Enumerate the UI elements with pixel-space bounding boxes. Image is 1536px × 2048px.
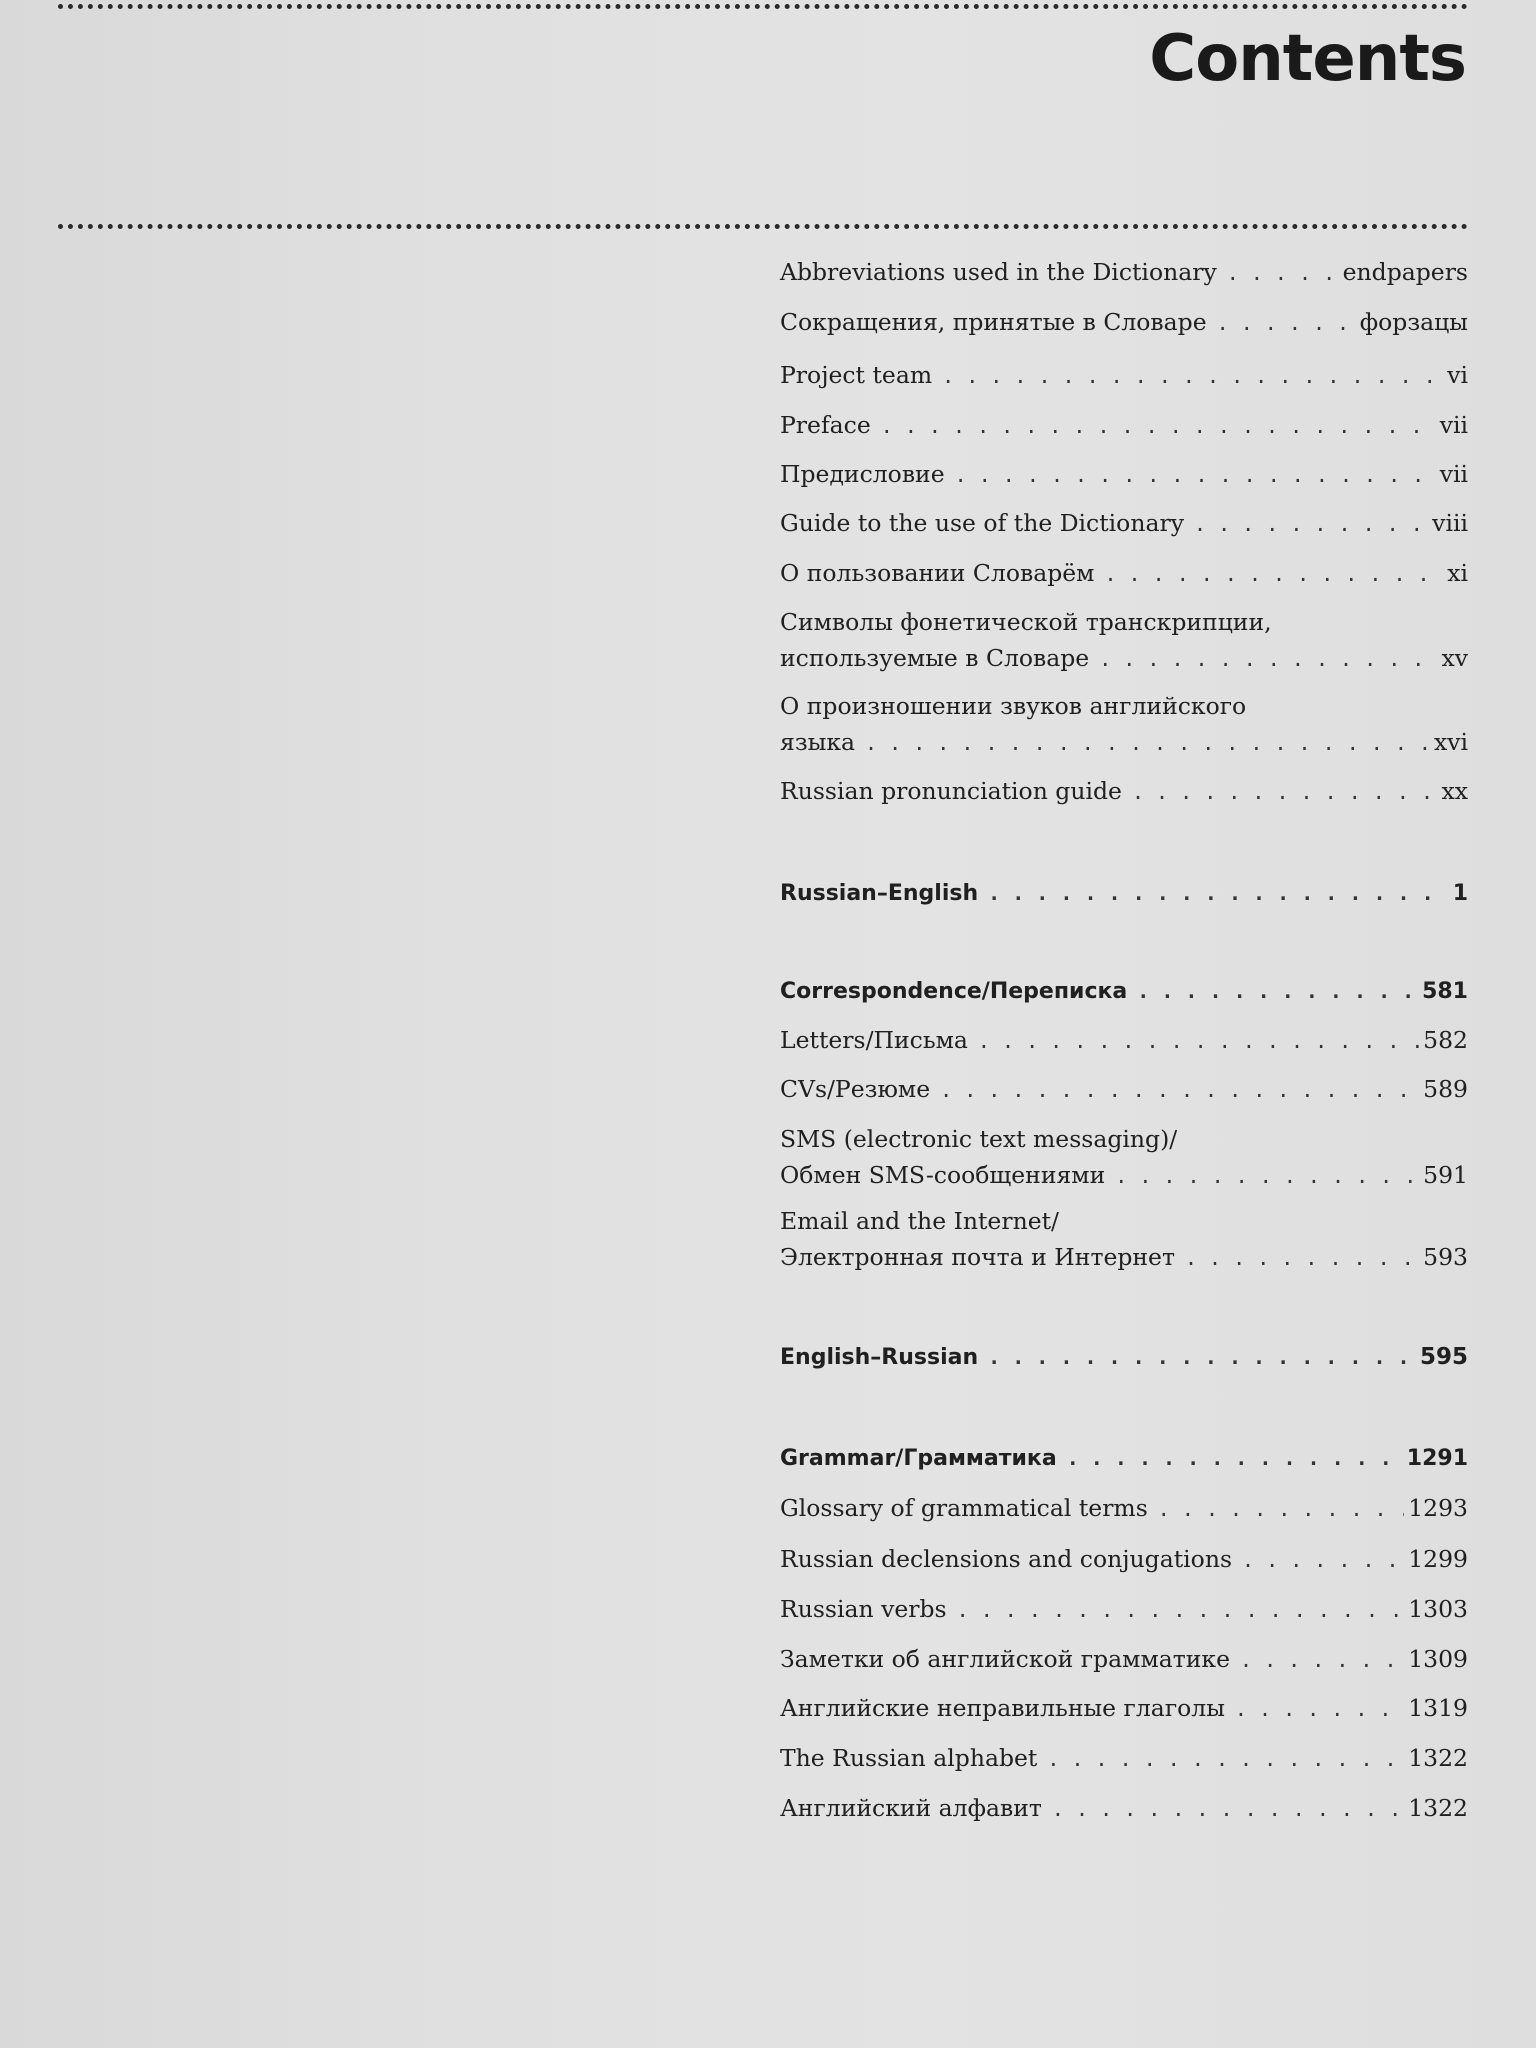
toc-entry — [780, 555, 1468, 592]
dot-leader — [988, 875, 1449, 911]
toc-entry-label: используемые в Словаре — [780, 644, 1090, 672]
toc-entry — [780, 1541, 1468, 1578]
dot-leader — [1132, 774, 1438, 810]
toc-entry — [780, 456, 1468, 493]
toc-entry-label-line1: SMS (electronic text messaging)/ — [780, 1125, 1178, 1153]
toc-entry-label: Preface — [780, 411, 871, 439]
toc-entry-page: 593 — [1423, 1243, 1468, 1271]
toc-entry — [780, 688, 1468, 761]
toc-entry-label: Russian pronunciation guide — [780, 777, 1122, 805]
toc-section-page: 1291 — [1406, 1446, 1468, 1471]
toc-entry-label: Электронная почта и Интернет — [780, 1243, 1175, 1271]
dot-leader — [1099, 641, 1437, 677]
dot-leader — [865, 725, 1430, 761]
toc-entry — [780, 773, 1468, 810]
dot-leader — [978, 1023, 1419, 1059]
dot-leader — [1047, 1741, 1404, 1777]
toc-entry-label: Guide to the use of the Dictionary — [780, 509, 1184, 537]
toc-entry — [780, 1641, 1468, 1678]
dot-leader — [940, 1072, 1419, 1108]
dot-leader — [1242, 1542, 1404, 1578]
dot-leader — [957, 1592, 1405, 1628]
dot-leader — [1227, 255, 1339, 291]
dot-leader — [942, 358, 1443, 394]
toc-entry-page: 1293 — [1408, 1494, 1468, 1522]
toc-entry-label: Abbreviations used in the Dictionary — [780, 258, 1217, 286]
toc-entry — [780, 604, 1468, 677]
toc-entry — [780, 1591, 1468, 1628]
top-dotted-rule — [58, 4, 1468, 9]
toc-entry-label: Russian verbs — [780, 1595, 947, 1623]
toc-entry-page: vi — [1447, 361, 1468, 389]
toc-entry-page: 1319 — [1408, 1694, 1468, 1722]
toc-entry-label: CVs/Резюме — [780, 1075, 931, 1103]
toc-entry-label: The Russian alphabet — [780, 1744, 1038, 1772]
toc-entry-label: Project team — [780, 361, 933, 389]
toc-entry — [780, 1022, 1468, 1059]
toc-section-label: Russian–English — [780, 881, 979, 906]
dot-leader — [988, 1339, 1416, 1375]
toc-entry-page: vii — [1439, 460, 1468, 488]
dot-leader — [881, 408, 1436, 444]
toc-entry — [780, 505, 1468, 542]
toc-entry-label: Английские неправильные глаголы — [780, 1694, 1225, 1722]
toc-entry — [780, 1203, 1468, 1276]
toc-entry — [780, 407, 1468, 444]
dot-leader — [1104, 556, 1443, 592]
toc-section — [780, 875, 1468, 912]
toc-entry-label: Letters/Письма — [780, 1026, 968, 1054]
toc-section-page: 581 — [1422, 979, 1468, 1004]
toc-entry-page: xv — [1441, 644, 1468, 672]
dot-leader — [1067, 1440, 1403, 1476]
toc-entry — [780, 254, 1468, 291]
toc-section-label: Correspondence/Переписка — [780, 979, 1128, 1004]
toc-entry-page: xvi — [1433, 728, 1468, 756]
toc-entry-page: endpapers — [1342, 258, 1468, 286]
toc-entry-label: Glossary of grammatical terms — [780, 1494, 1148, 1522]
dot-leader — [1158, 1491, 1404, 1527]
toc-section-label: Grammar/Грамматика — [780, 1446, 1057, 1471]
toc-entry — [780, 1790, 1468, 1827]
toc-entry-page: xx — [1441, 777, 1468, 805]
toc-entry-label: Английский алфавит — [780, 1794, 1042, 1822]
dot-leader — [1185, 1240, 1419, 1276]
toc-entry — [780, 304, 1468, 341]
dot-leader — [1217, 305, 1356, 341]
toc-entry-label-line1: О произношении звуков английского — [780, 692, 1247, 720]
toc-entry-page: vii — [1439, 411, 1468, 439]
header-dotted-rule — [58, 224, 1468, 229]
toc-section — [780, 973, 1468, 1010]
toc-entry-page: форзацы — [1359, 308, 1468, 336]
toc-entry-label: Заметки об английской грамматике — [780, 1645, 1230, 1673]
toc-entry-label: Russian declensions and conjugations — [780, 1545, 1233, 1573]
toc-entry-page: 1303 — [1408, 1595, 1468, 1623]
page-title: Contents — [1149, 22, 1466, 96]
toc-entry-page: 582 — [1423, 1026, 1468, 1054]
toc-entry-page: 1322 — [1408, 1744, 1468, 1772]
toc-entry-page: 1309 — [1408, 1645, 1468, 1673]
toc-section-page: 595 — [1419, 1344, 1468, 1370]
toc-entry-label: О пользовании Словарём — [780, 559, 1095, 587]
toc-section-page: 1 — [1452, 881, 1468, 906]
toc-entry — [780, 1490, 1468, 1527]
toc-entry-label: Предисловие — [780, 460, 945, 488]
toc-entry — [780, 357, 1468, 394]
dot-leader — [1115, 1158, 1419, 1194]
toc-entry-label-line1: Символы фонетической транскрипции, — [780, 608, 1272, 636]
toc-entry-label: Сокращения, принятые в Словаре — [780, 308, 1207, 336]
toc-entry-label: Обмен SMS-сообщениями — [780, 1161, 1106, 1189]
toc-entry-page: viii — [1432, 509, 1468, 537]
dot-leader — [1194, 506, 1428, 542]
dot-leader — [1137, 973, 1418, 1009]
toc-section — [780, 1440, 1468, 1477]
toc-entry-page: xi — [1447, 559, 1468, 587]
toc-entry — [780, 1071, 1468, 1108]
toc-entry-page: 1322 — [1408, 1794, 1468, 1822]
dot-leader — [1052, 1791, 1404, 1827]
toc-entry — [780, 1121, 1468, 1194]
toc-section-label: English–Russian — [780, 1345, 979, 1370]
toc-entry-page: 589 — [1423, 1075, 1468, 1103]
toc-section — [780, 1339, 1468, 1376]
toc-entry-page: 591 — [1423, 1161, 1468, 1189]
toc-entry-label: языка — [780, 728, 856, 756]
dot-leader — [1240, 1642, 1404, 1678]
toc-entry — [780, 1690, 1468, 1727]
dot-leader — [1235, 1691, 1404, 1727]
dot-leader — [955, 457, 1436, 493]
toc-entry — [780, 1740, 1468, 1777]
toc-entry-label-line1: Email and the Internet/ — [780, 1207, 1059, 1235]
toc-entry-page: 1299 — [1408, 1545, 1468, 1573]
